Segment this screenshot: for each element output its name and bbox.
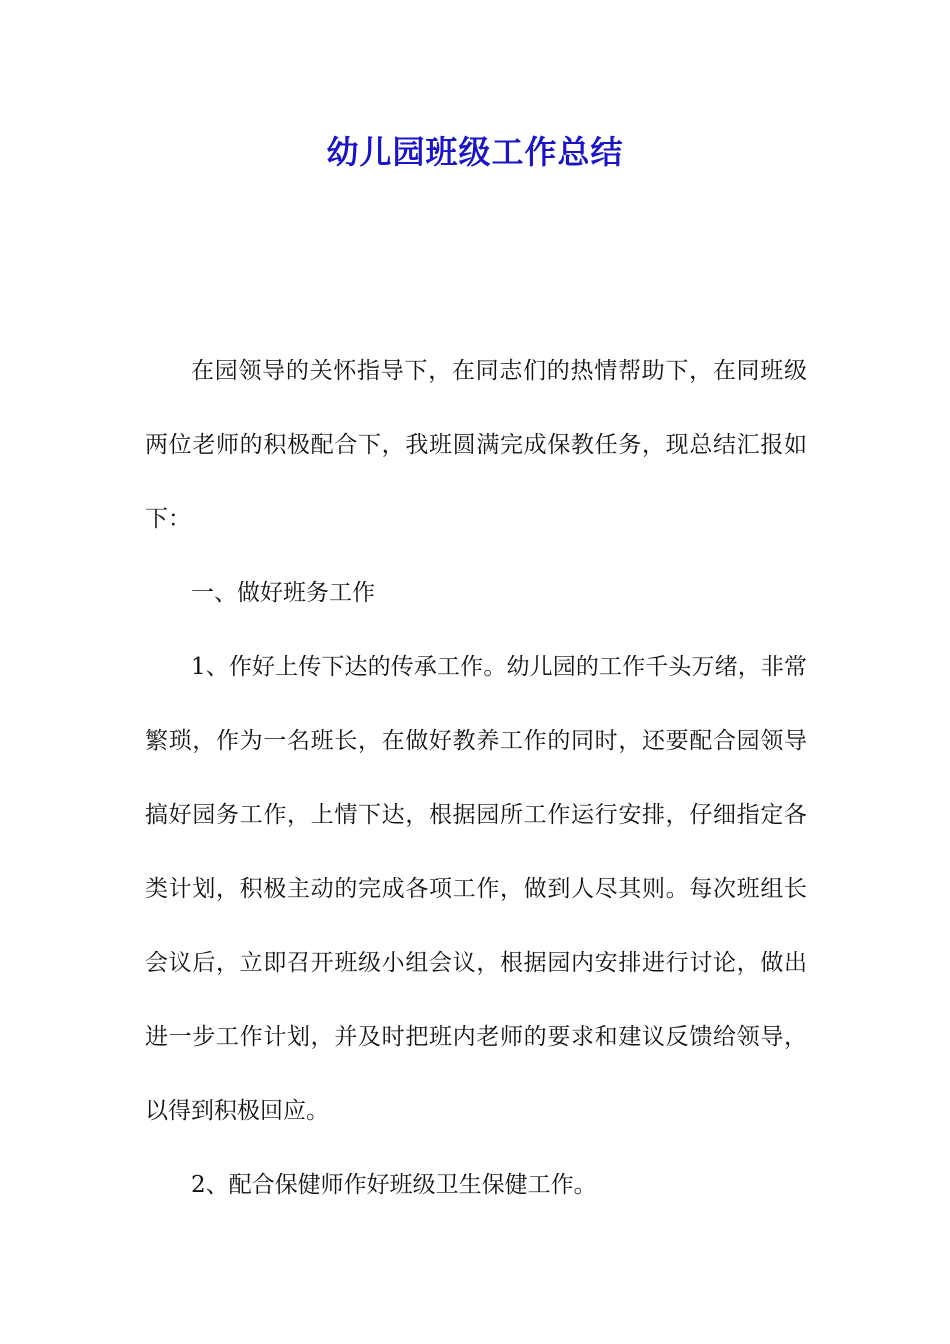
paragraph-item-2: 2、配合保健师作好班级卫生保健工作。	[191, 1172, 597, 1198]
paragraph-item-1: 1、作好上传下达的传承工作。幼儿园的工作千头万绪，非常繁琐，作为一名班长，在做好教养工作的同时，还要配合园领导搞好园务工作，上情下达，根据园所工作运行安排，仔细指定各类计划，积极主动的完成各项工作，做到人尽其则。每次班组长会议后，立即召开班级小组会议，根据园内安排进行讨论，做出进一步工作计划，并及时把班内老师的要求和建议反馈给领导，以得到积极回应。	[145, 654, 807, 1124]
document-title: 幼儿园班级工作总结	[326, 133, 624, 171]
document-body	[145, 334, 807, 1222]
section-heading-1: 一、做好班务工作	[191, 580, 375, 606]
paragraph-intro: 在园领导的关怀指导下，在同志们的热情帮助下，在同班级两位老师的积极配合下，我班圆满完成保教任务，现总结汇报如下：	[145, 358, 807, 532]
